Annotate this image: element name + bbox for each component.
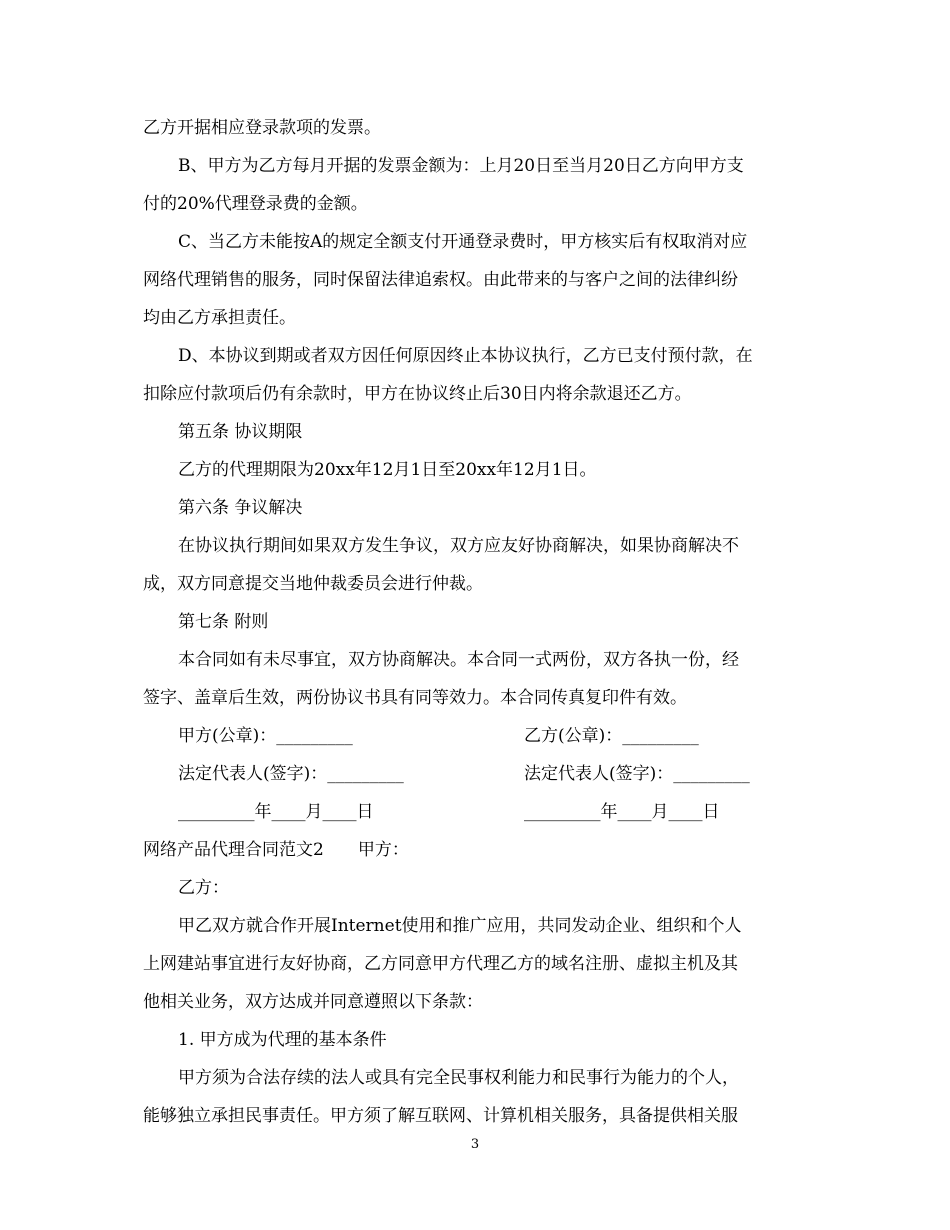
party-b-seal-field: 乙方(公章)：_________: [524, 726, 699, 746]
paragraph-line: B、甲方为乙方每月开据的发票金额为：上月20日至当月20日乙方向甲方支: [178, 156, 744, 176]
party-a-seal-field: 甲方(公章)：_________: [178, 726, 353, 746]
article-heading: 第五条 协议期限: [178, 422, 303, 442]
paragraph-line: 本合同如有未尽事宜，双方协商解决。本合同一式两份，双方各执一份，经: [178, 650, 739, 670]
paragraph-line: C、当乙方未能按A的规定全额支付开通登录费时，甲方核实后有权取消对应: [178, 232, 748, 252]
paragraph-line: 他相关业务，双方达成并同意遵照以下条款：: [143, 992, 483, 1012]
paragraph-line: D、本协议到期或者双方因任何原因终止本协议执行，乙方已支付预付款，在: [178, 346, 753, 366]
paragraph-line: 上网建站事宜进行友好协商，乙方同意甲方代理乙方的域名注册、虚拟主机及其: [143, 954, 738, 974]
paragraph-line: 网络代理销售的服务，同时保留法律追索权。由此带来的与客户之间的法律纠纷: [143, 270, 738, 290]
article-heading: 第七条 附则: [178, 612, 269, 632]
party-a-date-field: _________年____月____日: [178, 802, 374, 822]
party-b-representative-field: 法定代表人(签字)：_________: [524, 764, 750, 784]
paragraph-line: 在协议执行期间如果双方发生争议，双方应友好协商解决，如果协商解决不: [178, 536, 739, 556]
paragraph-line: 能够独立承担民事责任。甲方须了解互联网、计算机相关服务，具备提供相关服: [143, 1106, 738, 1126]
paragraph-line: 成，双方同意提交当地仲裁委员会进行仲裁。: [143, 574, 483, 594]
article-heading: 第六条 争议解决: [178, 498, 303, 518]
party-b-date-field: _________年____月____日: [524, 802, 720, 822]
paragraph-line: 付的20%代理登录费的金额。: [143, 194, 368, 214]
party-b-label: 乙方：: [178, 878, 229, 898]
paragraph-line: 均由乙方承担责任。: [143, 308, 296, 328]
paragraph-line: 甲乙双方就合作开展Internet使用和推广应用，共同发动企业、组织和个人: [178, 916, 742, 936]
page-number: 3: [470, 1137, 480, 1152]
clause-heading: 1. 甲方成为代理的基本条件: [178, 1030, 387, 1050]
party-a-representative-field: 法定代表人(签字)：_________: [178, 764, 404, 784]
paragraph-line: 扣除应付款项后仍有余款时，甲方在协议终止后30日内将余款退还乙方。: [143, 384, 692, 404]
paragraph-line: 甲方须为合法存续的法人或具有完全民事权利能力和民事行为能力的个人，: [178, 1068, 739, 1088]
contract-title: 网络产品代理合同范文2 甲方：: [143, 840, 409, 860]
paragraph-line: 乙方开据相应登录款项的发票。: [143, 118, 381, 138]
paragraph-line: 乙方的代理期限为20xx年12月1日至20xx年12月1日。: [178, 460, 597, 480]
paragraph-line: 签字、盖章后生效，两份协议书具有同等效力。本合同传真复印件有效。: [143, 688, 687, 708]
